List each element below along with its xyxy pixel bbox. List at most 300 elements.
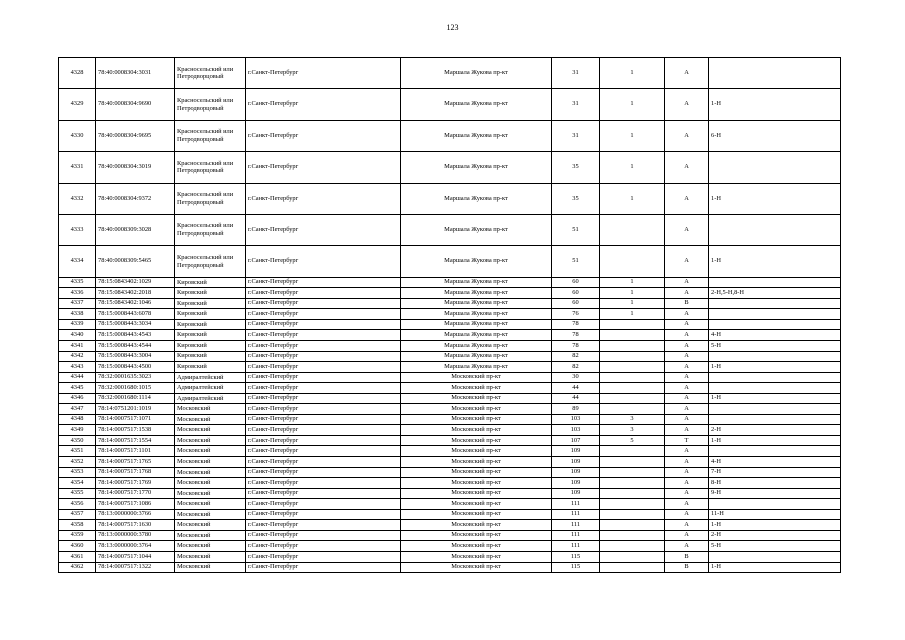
- premises-cell: [709, 372, 841, 383]
- house-number-cell: 76: [552, 309, 600, 320]
- street-cell: Московский пр-кт: [401, 509, 552, 520]
- district-cell: Московский: [175, 520, 246, 531]
- building-number-cell: [600, 530, 665, 541]
- premises-cell: 11-Н: [709, 509, 841, 520]
- letter-cell: А: [665, 478, 709, 489]
- city-cell: г.Санкт-Петербург: [246, 520, 401, 531]
- building-number-cell: [600, 478, 665, 489]
- house-number-cell: 89: [552, 404, 600, 415]
- house-number-cell: 111: [552, 509, 600, 520]
- city-cell: г.Санкт-Петербург: [246, 330, 401, 341]
- row-number-cell: 4341: [59, 341, 96, 352]
- city-cell: г.Санкт-Петербург: [246, 509, 401, 520]
- city-cell: г.Санкт-Петербург: [246, 288, 401, 299]
- cadastral-number-cell: 78:14:0007517:1071: [96, 414, 175, 425]
- cadastral-number-cell: 78:15:0843402:1029: [96, 277, 175, 288]
- cadastral-number-cell: 78:32:0001680:1114: [96, 393, 175, 404]
- letter-cell: А: [665, 404, 709, 415]
- cadastral-number-cell: 78:13:0000000:3780: [96, 530, 175, 541]
- building-number-cell: [600, 551, 665, 562]
- district-cell: Кировский: [175, 277, 246, 288]
- letter-cell: А: [665, 351, 709, 362]
- table-row: [59, 499, 841, 510]
- letter-cell: Т: [665, 435, 709, 446]
- district-cell: Красносельский или Петродворцовый: [175, 214, 246, 245]
- premises-cell: 7-Н: [709, 467, 841, 478]
- district-cell: Красносельский или Петродворцовый: [175, 58, 246, 89]
- city-cell: г.Санкт-Петербург: [246, 120, 401, 151]
- district-cell: Московский: [175, 541, 246, 552]
- row-number-cell: 4332: [59, 183, 96, 214]
- row-number-cell: 4359: [59, 530, 96, 541]
- letter-cell: А: [665, 89, 709, 120]
- building-number-cell: 1: [600, 309, 665, 320]
- city-cell: г.Санкт-Петербург: [246, 530, 401, 541]
- street-cell: Маршала Жукова пр-кт: [401, 288, 552, 299]
- house-number-cell: 111: [552, 541, 600, 552]
- city-cell: г.Санкт-Петербург: [246, 383, 401, 394]
- cadastral-number-cell: 78:40:0008304:9372: [96, 183, 175, 214]
- house-number-cell: 60: [552, 277, 600, 288]
- row-number-cell: 4345: [59, 383, 96, 394]
- city-cell: г.Санкт-Петербург: [246, 309, 401, 320]
- street-cell: Московский пр-кт: [401, 425, 552, 436]
- table-row: [59, 288, 841, 299]
- cadastral-number-cell: 78:15:0008443:4543: [96, 330, 175, 341]
- house-number-cell: 103: [552, 414, 600, 425]
- house-number-cell: 44: [552, 383, 600, 394]
- street-cell: Московский пр-кт: [401, 393, 552, 404]
- premises-cell: 1-Н: [709, 520, 841, 531]
- table-row: [59, 277, 841, 288]
- house-number-cell: 60: [552, 288, 600, 299]
- table-row: [59, 298, 841, 309]
- building-number-cell: [600, 541, 665, 552]
- city-cell: г.Санкт-Петербург: [246, 183, 401, 214]
- letter-cell: А: [665, 214, 709, 245]
- street-cell: Маршала Жукова пр-кт: [401, 277, 552, 288]
- district-cell: Кировский: [175, 341, 246, 352]
- premises-cell: 5-Н: [709, 541, 841, 552]
- table-row: [59, 362, 841, 373]
- cadastral-number-cell: 78:14:0007517:1322: [96, 562, 175, 573]
- row-number-cell: 4352: [59, 457, 96, 468]
- building-number-cell: 1: [600, 152, 665, 183]
- cadastral-number-cell: 78:14:0007517:1554: [96, 435, 175, 446]
- premises-cell: 1-Н: [709, 89, 841, 120]
- cadastral-number-cell: 78:15:0008443:3004: [96, 351, 175, 362]
- row-number-cell: 4348: [59, 414, 96, 425]
- building-number-cell: 3: [600, 414, 665, 425]
- letter-cell: В: [665, 562, 709, 573]
- table-row: [59, 341, 841, 352]
- building-number-cell: 1: [600, 298, 665, 309]
- row-number-cell: 4357: [59, 509, 96, 520]
- house-number-cell: 35: [552, 183, 600, 214]
- premises-cell: [709, 214, 841, 245]
- table-row: [59, 488, 841, 499]
- premises-cell: [709, 277, 841, 288]
- cadastral-number-cell: 78:15:0843402:2018: [96, 288, 175, 299]
- table-row: [59, 467, 841, 478]
- street-cell: Московский пр-кт: [401, 499, 552, 510]
- city-cell: г.Санкт-Петербург: [246, 89, 401, 120]
- street-cell: Маршала Жукова пр-кт: [401, 341, 552, 352]
- building-number-cell: [600, 509, 665, 520]
- row-number-cell: 4331: [59, 152, 96, 183]
- district-cell: Московский: [175, 488, 246, 499]
- cadastral-number-cell: 78:14:0007517:1770: [96, 488, 175, 499]
- house-number-cell: 115: [552, 551, 600, 562]
- premises-cell: 6-Н: [709, 120, 841, 151]
- row-number-cell: 4360: [59, 541, 96, 552]
- cadastral-number-cell: 78:14:0007517:1086: [96, 499, 175, 510]
- row-number-cell: 4329: [59, 89, 96, 120]
- house-number-cell: 78: [552, 341, 600, 352]
- city-cell: г.Санкт-Петербург: [246, 457, 401, 468]
- premises-cell: 4-Н: [709, 457, 841, 468]
- street-cell: Московский пр-кт: [401, 488, 552, 499]
- building-number-cell: [600, 246, 665, 277]
- district-cell: Адмиралтейский: [175, 383, 246, 394]
- street-cell: Московский пр-кт: [401, 404, 552, 415]
- street-cell: Московский пр-кт: [401, 541, 552, 552]
- premises-cell: 4-Н: [709, 330, 841, 341]
- premises-cell: 1-Н: [709, 183, 841, 214]
- cadastral-number-cell: 78:14:0007517:1769: [96, 478, 175, 489]
- city-cell: г.Санкт-Петербург: [246, 277, 401, 288]
- table-row: [59, 330, 841, 341]
- premises-cell: [709, 152, 841, 183]
- district-cell: Кировский: [175, 309, 246, 320]
- table-row: [59, 530, 841, 541]
- building-number-cell: 1: [600, 120, 665, 151]
- row-number-cell: 4336: [59, 288, 96, 299]
- table-row: [59, 562, 841, 573]
- district-cell: Московский: [175, 457, 246, 468]
- district-cell: Кировский: [175, 351, 246, 362]
- street-cell: Маршала Жукова пр-кт: [401, 58, 552, 89]
- premises-cell: 1-Н: [709, 435, 841, 446]
- cadastral-number-cell: 78:14:0007517:1630: [96, 520, 175, 531]
- letter-cell: В: [665, 551, 709, 562]
- row-number-cell: 4328: [59, 58, 96, 89]
- premises-cell: [709, 309, 841, 320]
- building-number-cell: [600, 341, 665, 352]
- letter-cell: А: [665, 341, 709, 352]
- district-cell: Кировский: [175, 298, 246, 309]
- table-row: [59, 89, 841, 120]
- street-cell: Московский пр-кт: [401, 457, 552, 468]
- page-number: 123: [446, 23, 459, 32]
- building-number-cell: [600, 214, 665, 245]
- building-number-cell: [600, 467, 665, 478]
- premises-cell: 2-Н: [709, 425, 841, 436]
- row-number-cell: 4342: [59, 351, 96, 362]
- street-cell: Маршала Жукова пр-кт: [401, 246, 552, 277]
- district-cell: Красносельский или Петродворцовый: [175, 246, 246, 277]
- table-row: [59, 246, 841, 277]
- letter-cell: А: [665, 520, 709, 531]
- letter-cell: А: [665, 530, 709, 541]
- street-cell: Маршала Жукова пр-кт: [401, 89, 552, 120]
- cadastral-number-cell: 78:40:0008309:5465: [96, 246, 175, 277]
- street-cell: Маршала Жукова пр-кт: [401, 319, 552, 330]
- district-cell: Московский: [175, 435, 246, 446]
- letter-cell: А: [665, 183, 709, 214]
- cadastral-number-cell: 78:14:0751201:1019: [96, 404, 175, 415]
- street-cell: Маршала Жукова пр-кт: [401, 183, 552, 214]
- street-cell: Московский пр-кт: [401, 435, 552, 446]
- cadastral-number-cell: 78:32:0001635:3023: [96, 372, 175, 383]
- premises-cell: 1-Н: [709, 393, 841, 404]
- city-cell: г.Санкт-Петербург: [246, 467, 401, 478]
- district-cell: Московский: [175, 509, 246, 520]
- district-cell: Московский: [175, 467, 246, 478]
- cadastral-number-cell: 78:40:0008304:9695: [96, 120, 175, 151]
- premises-cell: [709, 351, 841, 362]
- row-number-cell: 4339: [59, 319, 96, 330]
- house-number-cell: 78: [552, 330, 600, 341]
- building-number-cell: [600, 319, 665, 330]
- city-cell: г.Санкт-Петербург: [246, 152, 401, 183]
- table-row: [59, 372, 841, 383]
- city-cell: г.Санкт-Петербург: [246, 435, 401, 446]
- cadastral-number-cell: 78:40:0008304:3019: [96, 152, 175, 183]
- street-cell: Маршала Жукова пр-кт: [401, 120, 552, 151]
- street-cell: Московский пр-кт: [401, 551, 552, 562]
- house-number-cell: 107: [552, 435, 600, 446]
- house-number-cell: 109: [552, 446, 600, 457]
- cadastral-number-cell: 78:14:0007517:1044: [96, 551, 175, 562]
- street-cell: Московский пр-кт: [401, 478, 552, 489]
- city-cell: г.Санкт-Петербург: [246, 562, 401, 573]
- district-cell: Кировский: [175, 330, 246, 341]
- letter-cell: А: [665, 541, 709, 552]
- house-number-cell: 44: [552, 393, 600, 404]
- letter-cell: А: [665, 330, 709, 341]
- building-number-cell: [600, 351, 665, 362]
- letter-cell: А: [665, 362, 709, 373]
- district-cell: Московский: [175, 404, 246, 415]
- row-number-cell: 4347: [59, 404, 96, 415]
- table-row: [59, 541, 841, 552]
- premises-cell: [709, 499, 841, 510]
- building-number-cell: [600, 488, 665, 499]
- row-number-cell: 4361: [59, 551, 96, 562]
- house-number-cell: 31: [552, 89, 600, 120]
- city-cell: г.Санкт-Петербург: [246, 372, 401, 383]
- premises-cell: [709, 383, 841, 394]
- cadastral-number-cell: 78:15:0843402:1046: [96, 298, 175, 309]
- building-number-cell: [600, 393, 665, 404]
- table-row: [59, 446, 841, 457]
- row-number-cell: 4354: [59, 478, 96, 489]
- district-cell: Московский: [175, 551, 246, 562]
- row-number-cell: 4340: [59, 330, 96, 341]
- city-cell: г.Санкт-Петербург: [246, 551, 401, 562]
- street-cell: Московский пр-кт: [401, 414, 552, 425]
- row-number-cell: 4350: [59, 435, 96, 446]
- letter-cell: А: [665, 152, 709, 183]
- street-cell: Московский пр-кт: [401, 530, 552, 541]
- city-cell: г.Санкт-Петербург: [246, 393, 401, 404]
- district-cell: Кировский: [175, 319, 246, 330]
- premises-cell: [709, 446, 841, 457]
- house-number-cell: 30: [552, 372, 600, 383]
- letter-cell: В: [665, 298, 709, 309]
- district-cell: Московский: [175, 478, 246, 489]
- letter-cell: А: [665, 509, 709, 520]
- street-cell: Маршала Жукова пр-кт: [401, 214, 552, 245]
- street-cell: Маршала Жукова пр-кт: [401, 298, 552, 309]
- row-number-cell: 4358: [59, 520, 96, 531]
- city-cell: г.Санкт-Петербург: [246, 414, 401, 425]
- city-cell: г.Санкт-Петербург: [246, 541, 401, 552]
- building-number-cell: 3: [600, 425, 665, 436]
- street-cell: Московский пр-кт: [401, 467, 552, 478]
- building-number-cell: [600, 562, 665, 573]
- table-row: [59, 551, 841, 562]
- cadastral-number-cell: 78:13:0000000:3766: [96, 509, 175, 520]
- table-row: [59, 351, 841, 362]
- row-number-cell: 4346: [59, 393, 96, 404]
- district-cell: Московский: [175, 562, 246, 573]
- premises-cell: [709, 551, 841, 562]
- street-cell: Маршала Жукова пр-кт: [401, 152, 552, 183]
- building-number-cell: [600, 446, 665, 457]
- house-number-cell: 51: [552, 214, 600, 245]
- house-number-cell: 78: [552, 319, 600, 330]
- row-number-cell: 4362: [59, 562, 96, 573]
- premises-cell: 8-Н: [709, 478, 841, 489]
- cadastral-number-cell: 78:32:0001680:1015: [96, 383, 175, 394]
- table-row: [59, 414, 841, 425]
- row-number-cell: 4356: [59, 499, 96, 510]
- table-row: [59, 319, 841, 330]
- premises-cell: [709, 319, 841, 330]
- street-cell: Маршала Жукова пр-кт: [401, 330, 552, 341]
- row-number-cell: 4335: [59, 277, 96, 288]
- letter-cell: А: [665, 277, 709, 288]
- premises-cell: 1-Н: [709, 362, 841, 373]
- letter-cell: А: [665, 446, 709, 457]
- district-cell: Московский: [175, 499, 246, 510]
- district-cell: Кировский: [175, 362, 246, 373]
- district-cell: Красносельский или Петродворцовый: [175, 120, 246, 151]
- premises-cell: 2-Н,5-Н,8-Н: [709, 288, 841, 299]
- table-row: [59, 478, 841, 489]
- table-row: [59, 183, 841, 214]
- premises-cell: 1-Н: [709, 562, 841, 573]
- row-number-cell: 4353: [59, 467, 96, 478]
- cadastral-number-cell: 78:14:0007517:1765: [96, 457, 175, 468]
- property-table: [58, 57, 841, 573]
- cadastral-number-cell: 78:15:0008443:6078: [96, 309, 175, 320]
- house-number-cell: 82: [552, 362, 600, 373]
- table-body: [59, 58, 841, 573]
- table-row: [59, 383, 841, 394]
- table-row: [59, 435, 841, 446]
- building-number-cell: [600, 330, 665, 341]
- street-cell: Маршала Жукова пр-кт: [401, 351, 552, 362]
- building-number-cell: [600, 499, 665, 510]
- district-cell: Московский: [175, 446, 246, 457]
- building-number-cell: 5: [600, 435, 665, 446]
- house-number-cell: 115: [552, 562, 600, 573]
- cadastral-number-cell: 78:14:0007517:1101: [96, 446, 175, 457]
- building-number-cell: [600, 372, 665, 383]
- table-row: [59, 457, 841, 468]
- premises-cell: [709, 298, 841, 309]
- cadastral-number-cell: 78:40:0008309:3028: [96, 214, 175, 245]
- letter-cell: А: [665, 467, 709, 478]
- letter-cell: А: [665, 488, 709, 499]
- row-number-cell: 4349: [59, 425, 96, 436]
- letter-cell: А: [665, 288, 709, 299]
- letter-cell: А: [665, 120, 709, 151]
- building-number-cell: [600, 383, 665, 394]
- letter-cell: А: [665, 457, 709, 468]
- city-cell: г.Санкт-Петербург: [246, 362, 401, 373]
- row-number-cell: 4334: [59, 246, 96, 277]
- street-cell: Московский пр-кт: [401, 562, 552, 573]
- premises-cell: 5-Н: [709, 341, 841, 352]
- city-cell: г.Санкт-Петербург: [246, 446, 401, 457]
- cadastral-number-cell: 78:14:0007517:1538: [96, 425, 175, 436]
- row-number-cell: 4351: [59, 446, 96, 457]
- city-cell: г.Санкт-Петербург: [246, 425, 401, 436]
- table-row: [59, 214, 841, 245]
- house-number-cell: 111: [552, 530, 600, 541]
- district-cell: Адмиралтейский: [175, 393, 246, 404]
- table-row: [59, 120, 841, 151]
- city-cell: г.Санкт-Петербург: [246, 351, 401, 362]
- building-number-cell: 1: [600, 183, 665, 214]
- city-cell: г.Санкт-Петербург: [246, 341, 401, 352]
- city-cell: г.Санкт-Петербург: [246, 246, 401, 277]
- district-cell: Красносельский или Петродворцовый: [175, 89, 246, 120]
- cadastral-number-cell: 78:15:0008443:3034: [96, 319, 175, 330]
- city-cell: г.Санкт-Петербург: [246, 319, 401, 330]
- row-number-cell: 4338: [59, 309, 96, 320]
- row-number-cell: 4343: [59, 362, 96, 373]
- row-number-cell: 4337: [59, 298, 96, 309]
- cadastral-number-cell: 78:15:0008443:4500: [96, 362, 175, 373]
- city-cell: г.Санкт-Петербург: [246, 58, 401, 89]
- letter-cell: А: [665, 309, 709, 320]
- table-row: [59, 393, 841, 404]
- premises-cell: 9-Н: [709, 488, 841, 499]
- letter-cell: А: [665, 246, 709, 277]
- city-cell: г.Санкт-Петербург: [246, 214, 401, 245]
- city-cell: г.Санкт-Петербург: [246, 478, 401, 489]
- house-number-cell: 60: [552, 298, 600, 309]
- house-number-cell: 111: [552, 499, 600, 510]
- row-number-cell: 4333: [59, 214, 96, 245]
- house-number-cell: 103: [552, 425, 600, 436]
- district-cell: Адмиралтейский: [175, 372, 246, 383]
- cadastral-number-cell: 78:13:0000000:3764: [96, 541, 175, 552]
- building-number-cell: 1: [600, 277, 665, 288]
- building-number-cell: [600, 520, 665, 531]
- premises-cell: [709, 414, 841, 425]
- house-number-cell: 109: [552, 457, 600, 468]
- street-cell: Московский пр-кт: [401, 520, 552, 531]
- street-cell: Маршала Жукова пр-кт: [401, 362, 552, 373]
- building-number-cell: [600, 404, 665, 415]
- table-row: [59, 509, 841, 520]
